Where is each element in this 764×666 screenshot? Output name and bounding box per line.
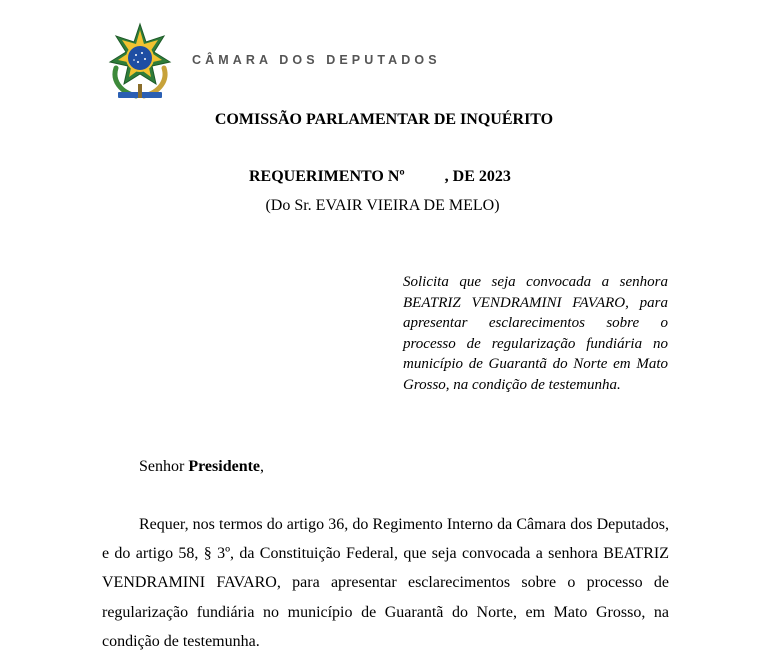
- request-heading: [249, 168, 511, 186]
- commission-title: COMISSÃO PARLAMENTAR DE INQUÉRITO: [214, 111, 554, 128]
- request-year: , DE 2023: [444, 168, 511, 185]
- chamber-name: CÂMARA DOS DEPUTADOS: [192, 53, 441, 67]
- salutation: [139, 458, 264, 476]
- salutation-prefix: Senhor: [139, 458, 189, 475]
- brazil-coat-of-arms-icon: [106, 22, 174, 102]
- request-label: REQUERIMENTO Nº: [249, 168, 405, 185]
- request-body: Requer, nos termos do artigo 36, do Regimento Interno da Câmara dos Deputados, e do artigo 58, § 3º, da Constituição Federal, que seja convocada a senhora BEATRIZ VENDRAMINI FAVARO, para apresentar esclarecimentos sobre o processo de regularização fundiária no município de Guarantã do Norte, em Mato Grosso, na condição de testemunha.: [102, 516, 669, 650]
- salutation-title: Presidente: [188, 458, 261, 475]
- request-author: (Do Sr. EVAIR VIEIRA DE MELO): [265, 197, 500, 214]
- request-summary: Solicita que seja convocada a senhora BEATRIZ VENDRAMINI FAVARO, para apresentar esclarecimentos sobre o processo de regularização fundiária no município de Guarantã do Norte em Mato Grosso, na condição de testemunha.: [403, 274, 668, 393]
- salutation-suffix: ,: [260, 458, 265, 475]
